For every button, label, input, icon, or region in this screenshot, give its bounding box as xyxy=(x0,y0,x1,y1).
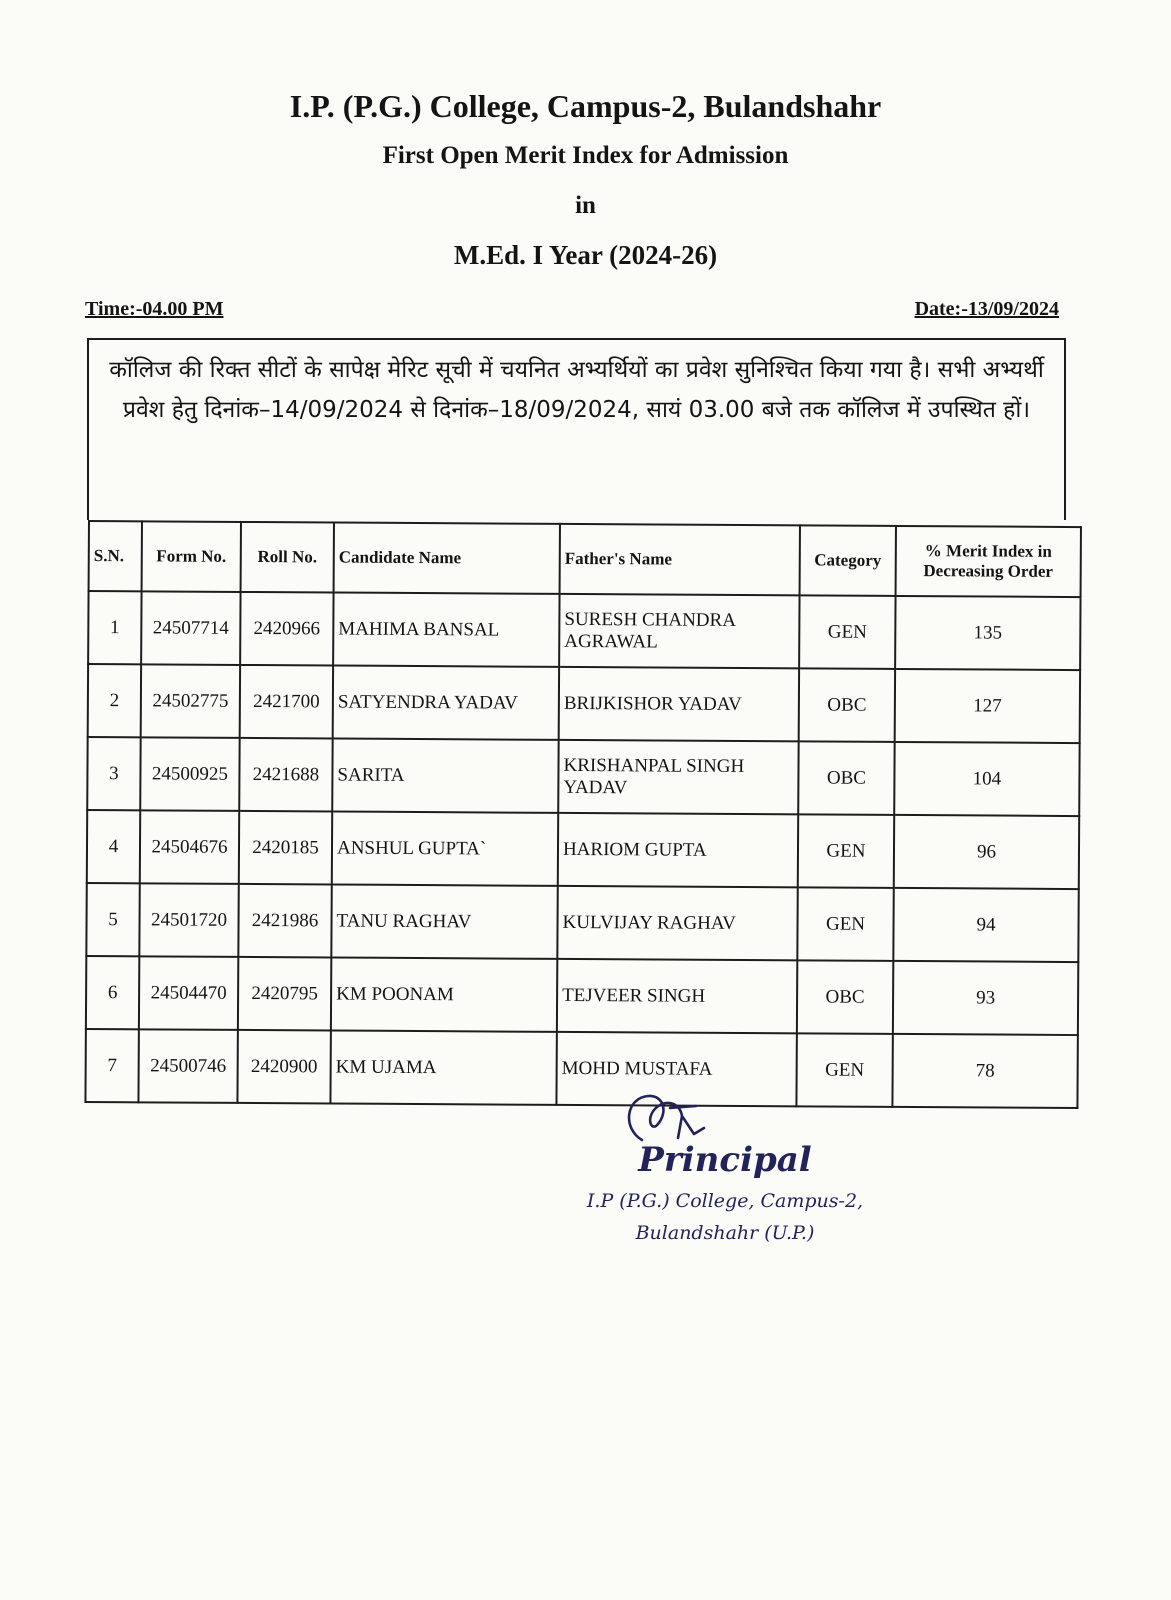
signature-line-1: I.P (P.G.) College, Campus-2, xyxy=(586,1190,864,1212)
cell-father-name: MOHD MUSTAFA xyxy=(556,1032,796,1106)
table-row xyxy=(88,591,1080,670)
cell-sn: 3 xyxy=(87,737,140,810)
cell-roll-no: 2421688 xyxy=(239,738,332,812)
cell-category: OBC xyxy=(798,741,894,815)
cell-merit-index: 127 xyxy=(895,669,1080,743)
cell-father-name: TEJVEER SINGH xyxy=(557,959,797,1033)
table-row xyxy=(86,956,1078,1035)
cell-merit-index: 94 xyxy=(893,888,1078,962)
cell-form-no: 24502775 xyxy=(141,664,240,738)
cell-merit-index: 104 xyxy=(894,742,1079,816)
cell-form-no: 24504470 xyxy=(139,956,238,1030)
cell-candidate-name: KM POONAM xyxy=(331,957,557,1031)
cell-candidate-name: SATYENDRA YADAV xyxy=(333,666,559,740)
cell-category: OBC xyxy=(799,668,895,742)
cell-roll-no: 2421986 xyxy=(238,884,331,958)
table-row xyxy=(87,737,1079,816)
cell-candidate-name: ANSHUL GUPTA` xyxy=(332,811,558,885)
in-word: in xyxy=(575,192,596,219)
cell-category: GEN xyxy=(799,595,895,669)
header-father-name: Father's Name xyxy=(560,524,800,595)
cell-father-name: KRISHANPAL SINGH YADAV xyxy=(558,740,798,814)
cell-sn: 1 xyxy=(88,591,141,664)
cell-sn: 5 xyxy=(86,883,139,956)
table-header-row xyxy=(89,521,1081,597)
header-category: Category xyxy=(800,525,896,596)
cell-merit-index: 96 xyxy=(894,815,1079,889)
cell-form-no: 24500746 xyxy=(138,1029,237,1103)
cell-roll-no: 2420795 xyxy=(238,957,331,1031)
notice-text: कॉलिज की रिक्त सीटों के सापेक्ष मेरिट सूची में चयनित अभ्यर्थियों का प्रवेश सुनिश्चित किया गया है। सभी अभ्यर्थी प्रवेश हेतु दिनांक–14/09/2024 से दिनांक–18/09/2024, सायं 03.00 बजे तक कॉलिज में उपस्थित हों। xyxy=(109,357,1044,423)
signature-line-2: Bulandshahr (U.P.) xyxy=(635,1222,815,1244)
cell-form-no: 24504676 xyxy=(140,810,239,884)
time-label: Time:-04.00 PM xyxy=(85,298,224,320)
college-title: I.P. (P.G.) College, Campus-2, Bulandshahr xyxy=(289,88,882,124)
header-merit-index: % Merit Index in Decreasing Order xyxy=(896,526,1081,597)
cell-roll-no: 2421700 xyxy=(240,665,333,739)
notice-box xyxy=(87,338,1066,520)
cell-merit-index: 135 xyxy=(895,596,1080,670)
header-roll-no: Roll No. xyxy=(241,522,334,593)
cell-sn: 7 xyxy=(85,1029,138,1102)
principal-signature-block xyxy=(560,1090,864,1270)
course-title: M.Ed. I Year (2024-26) xyxy=(453,240,718,270)
cell-sn: 6 xyxy=(86,956,139,1029)
cell-category: GEN xyxy=(798,814,894,888)
cell-father-name: KULVIJAY RAGHAV xyxy=(557,886,797,960)
cell-merit-index: 78 xyxy=(892,1034,1077,1108)
signature-title: Principal xyxy=(638,1140,812,1180)
cell-form-no: 24500925 xyxy=(140,737,239,811)
table-row xyxy=(87,810,1079,889)
table-row xyxy=(86,883,1078,962)
cell-father-name: SURESH CHANDRA AGRAWAL xyxy=(559,594,799,668)
header-form-no: Form No. xyxy=(142,521,241,592)
cell-candidate-name: TANU RAGHAV xyxy=(331,884,557,958)
document-subtitle: First Open Merit Index for Admission xyxy=(382,142,789,169)
merit-table xyxy=(84,520,1082,1109)
cell-category: GEN xyxy=(797,887,893,961)
cell-roll-no: 2420966 xyxy=(240,592,333,666)
cell-category: GEN xyxy=(796,1033,892,1107)
cell-candidate-name: MAHIMA BANSAL xyxy=(333,593,559,667)
cell-roll-no: 2420185 xyxy=(239,811,332,885)
cell-form-no: 24507714 xyxy=(141,591,240,665)
date-label: Date:-13/09/2024 xyxy=(914,298,1059,320)
cell-sn: 2 xyxy=(88,664,141,737)
cell-father-name: HARIOM GUPTA xyxy=(558,813,798,887)
cell-merit-index: 93 xyxy=(893,961,1078,1035)
cell-category: OBC xyxy=(797,960,893,1034)
cell-sn: 4 xyxy=(87,810,140,883)
header-sn: S.N. xyxy=(89,521,142,591)
header-candidate-name: Candidate Name xyxy=(334,523,560,594)
table-row xyxy=(88,664,1080,743)
cell-candidate-name: SARITA xyxy=(332,738,558,812)
cell-roll-no: 2420900 xyxy=(237,1030,330,1104)
cell-father-name: BRIJKISHOR YADAV xyxy=(559,667,799,741)
cell-form-no: 24501720 xyxy=(139,883,238,957)
cell-candidate-name: KM UJAMA xyxy=(330,1030,556,1104)
